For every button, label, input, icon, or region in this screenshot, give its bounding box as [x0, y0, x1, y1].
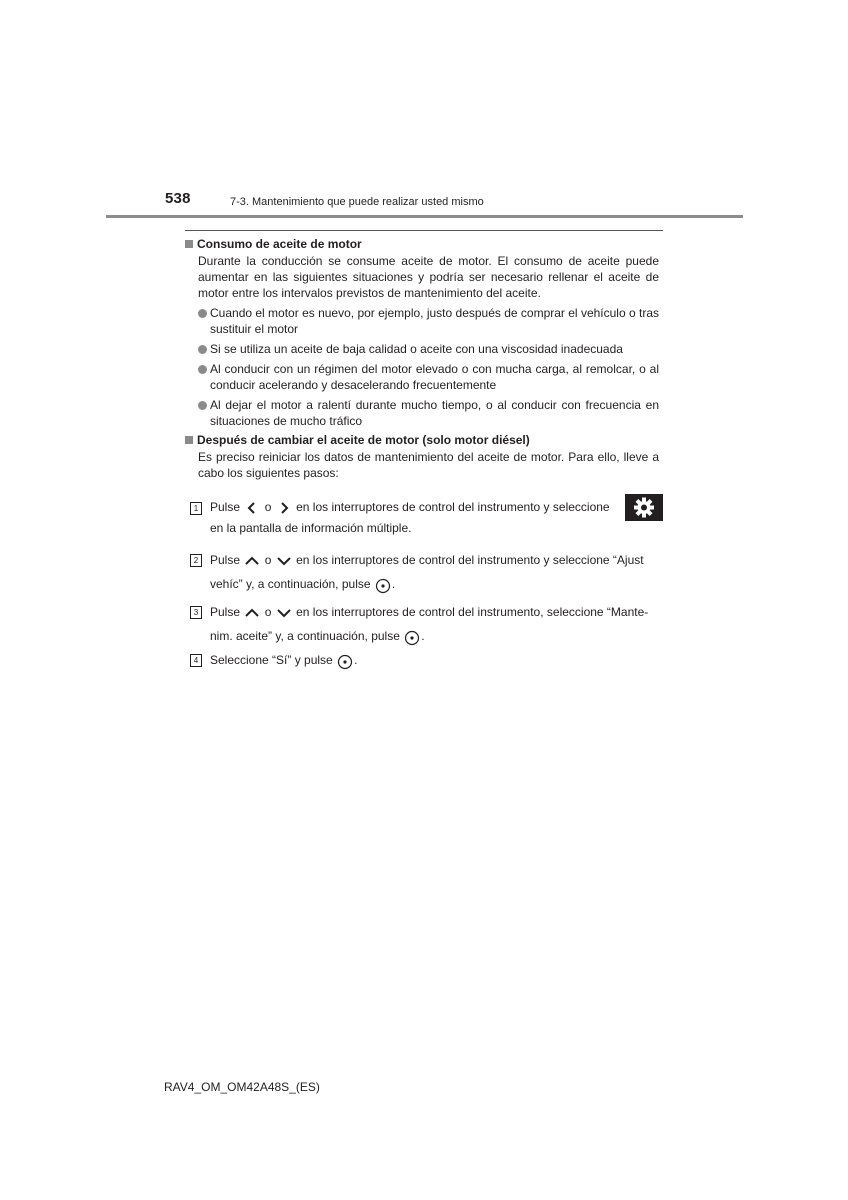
step-text: en los interruptores de control del instrumento, seleccione “Mante- [296, 605, 649, 619]
step-2 [190, 548, 660, 596]
list-item-text: Al conducir con un régimen del motor elevado o con mucha carga, al remolcar, o al conducir acelerando y desacelerando frecuentemente [210, 362, 659, 392]
bullet-dot-icon [198, 309, 207, 318]
step-number: 2 [190, 554, 202, 567]
step-text: Seleccione “Sí” y pulse [210, 653, 333, 667]
chevron-down-icon [275, 554, 293, 568]
header-rule [106, 215, 743, 218]
bullet-dot-icon [198, 365, 207, 374]
chevron-down-icon [275, 606, 293, 620]
chevron-right-icon [275, 501, 293, 515]
step-text: Pulse [210, 500, 241, 514]
section-heading-oil-consumption [185, 236, 659, 252]
list-item-text: Cuando el motor es nuevo, por ejemplo, justo después de comprar el vehículo o tras sustituir el motor [210, 306, 659, 336]
step-text: o [264, 500, 272, 514]
step-number: 1 [190, 502, 202, 515]
bullet-dot-icon [198, 345, 207, 354]
step-text: en los interruptores de control del instrumento y seleccione “Ajust [296, 553, 644, 567]
step-text: Pulse [210, 553, 241, 567]
list-item [198, 361, 659, 393]
list-item-text: Al dejar el motor a ralentí durante mucho tiempo, o al conducir con frecuencia en situaciones de mucho tráfico [210, 398, 659, 428]
step-3 [190, 600, 660, 648]
step-text: . [391, 577, 396, 591]
step-1 [190, 497, 660, 539]
step-text: Pulse [210, 605, 241, 619]
step-text: vehíc” y, a continuación, pulse [210, 577, 371, 591]
list-item [198, 397, 659, 429]
step-text: . [354, 653, 358, 667]
list-item [198, 305, 659, 337]
page-number: 538 [165, 190, 191, 207]
step-number: 3 [190, 606, 202, 619]
list-item-text: Si se utiliza un aceite de baja calidad o aceite con una viscosidad inadecuada [210, 342, 623, 356]
chevron-left-icon [243, 501, 261, 515]
square-bullet-icon [185, 240, 193, 248]
enter-button-icon [336, 654, 354, 668]
content [185, 236, 659, 672]
step-text: o [264, 553, 272, 567]
paragraph-reset-instructions: Es preciso reiniciar los datos de mantenimiento del aceite de motor. Para ello, lleve a cabo los siguientes pasos: [198, 450, 659, 480]
chapter-title: 7-3. Mantenimiento que puede realizar usted mismo [230, 196, 484, 208]
section-rule [185, 230, 663, 231]
section-title: Después de cambiar el aceite de motor (solo motor diésel) [197, 433, 530, 447]
bullet-dot-icon [198, 401, 207, 410]
enter-button-icon [403, 630, 421, 644]
square-bullet-icon [185, 436, 193, 444]
chevron-up-icon [243, 606, 261, 620]
chevron-up-icon [243, 554, 261, 568]
enter-button-icon [374, 578, 392, 592]
footer-document-code: RAV4_OM_OM42A48S_(ES) [164, 1080, 320, 1094]
section-title: Consumo de aceite de motor [197, 237, 362, 251]
list-item [198, 341, 659, 357]
step-4 [190, 648, 660, 672]
step-text: . [421, 629, 425, 643]
step-number: 4 [190, 654, 202, 667]
step-text: nim. aceite” y, a continuación, pulse [210, 629, 400, 643]
section-heading-after-oil-change [185, 432, 659, 448]
step-text: o [264, 605, 272, 619]
paragraph-oil-consumption: Durante la conducción se consume aceite de motor. El consumo de aceite puede aumentar en las siguientes situaciones y podría ser necesario rellenar el aceite de motor entre los intervalos previstos de mantenimiento del aceite. [198, 254, 659, 300]
step-text: en los interruptores de control del instrumento y seleccione [296, 500, 610, 514]
gear-icon [625, 494, 663, 521]
step-text: en la pantalla de información múltiple. [210, 521, 412, 535]
